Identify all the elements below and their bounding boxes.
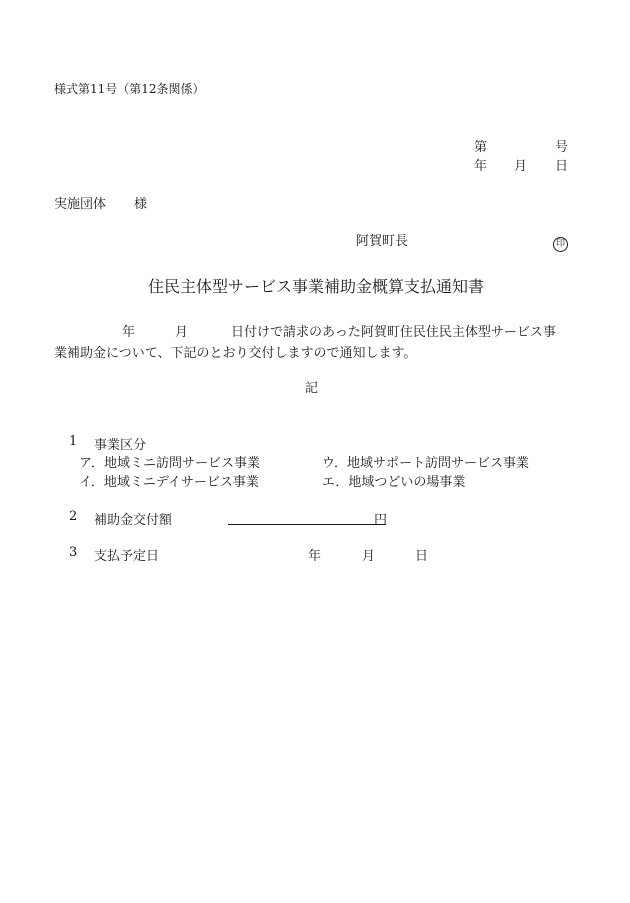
body-line1: 日付けで請求のあった阿賀町住民住民主体型サービス事	[231, 325, 556, 340]
doc-number-prefix: 第	[474, 140, 488, 155]
item-1-label: 事業区分	[94, 438, 147, 453]
addressee-org: 実施団体	[54, 197, 107, 212]
item-2-label: 補助金交付額	[94, 513, 173, 528]
sender-title: 阿賀町長	[356, 234, 409, 249]
addressee-honorific: 様	[134, 197, 148, 212]
seal-mark	[553, 231, 568, 252]
form-number: 様式第11号（第12条関係）	[54, 82, 205, 96]
ki-heading: 記	[305, 381, 319, 396]
body-year: 年	[122, 325, 136, 340]
item-3-number: 3	[69, 545, 78, 560]
item-3-day: 日	[415, 549, 429, 564]
item-1-option-e: エ．地域つどいの場事業	[322, 475, 466, 490]
item-1-option-i: イ．地域ミニデイサービス事業	[79, 475, 259, 490]
seal-label: 印	[553, 237, 568, 252]
item-3-label: 支払予定日	[94, 549, 160, 564]
item-2-unit: 円	[374, 513, 388, 528]
item-1-option-u: ウ．地域サポート訪問サービス事業	[322, 456, 529, 471]
body-line2: 業補助金について、下記のとおり交付しますので通知します。	[54, 346, 417, 361]
body-month: 月	[175, 325, 189, 340]
item-1-option-a: ア．地域ミニ訪問サービス事業	[79, 456, 260, 471]
item-3-month: 月	[362, 549, 376, 564]
date-day: 日	[555, 159, 569, 174]
date-year: 年	[474, 159, 488, 174]
item-3-year: 年	[308, 549, 322, 564]
subsidy-amount-field[interactable]	[228, 524, 386, 525]
doc-number-suffix: 号	[555, 140, 569, 155]
date-month: 月	[514, 159, 528, 174]
item-1-number: 1	[69, 434, 78, 449]
item-2-number: 2	[69, 509, 78, 524]
document-title: 住民主体型サービス事業補助金概算支払通知書	[148, 277, 485, 296]
